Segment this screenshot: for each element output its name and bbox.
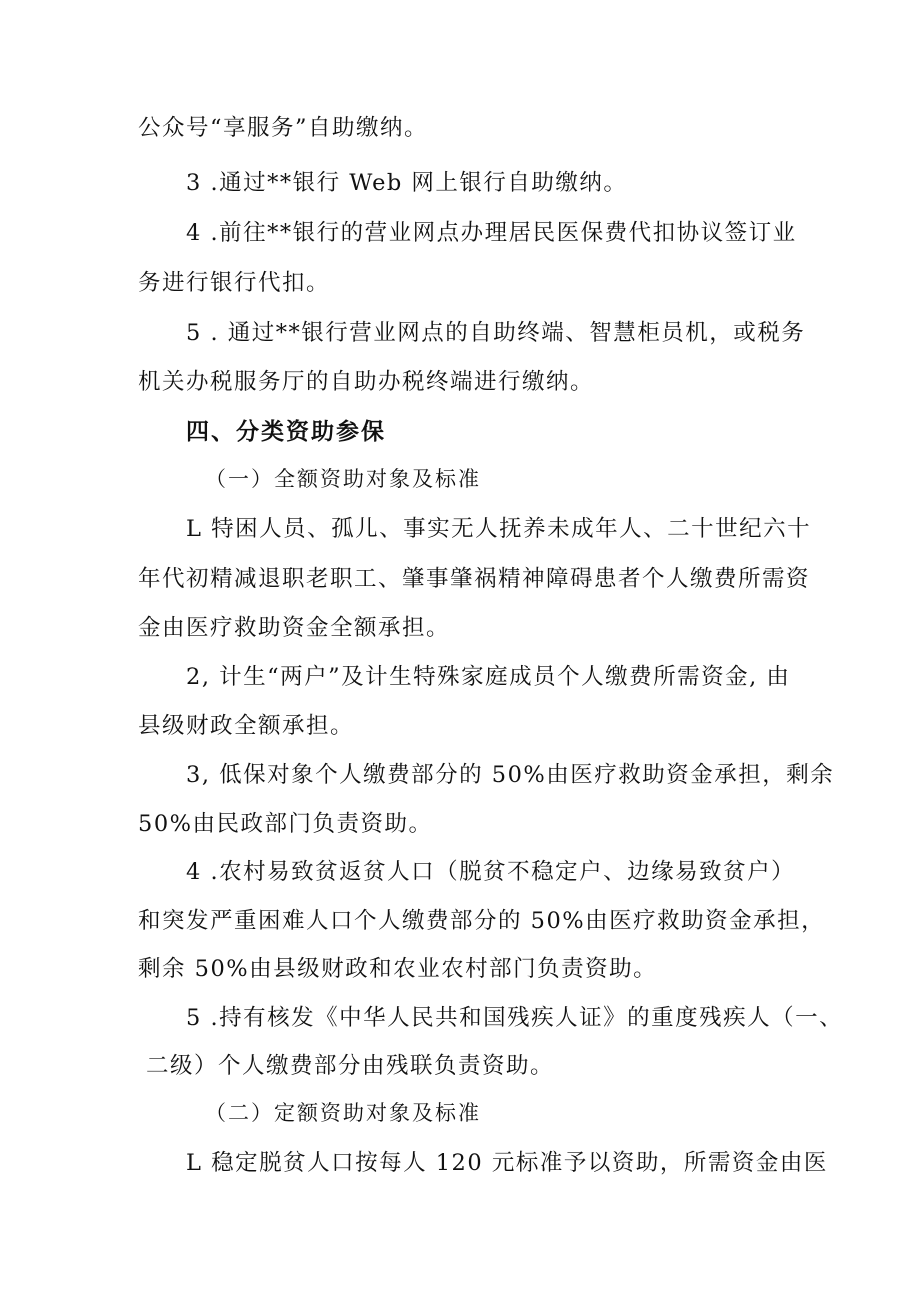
- paragraph-line: 二级）个人缴费部分由残联负责资助。: [146, 1053, 555, 1079]
- paragraph-line: 县级财政全额承担。: [138, 713, 355, 739]
- paragraph-line: L 稳定脱贫人口按每人 120 元标准予以资助，所需资金由医: [186, 1150, 828, 1176]
- paragraph-line: 和突发严重困难人口个人缴费部分的 50%由医疗救助资金承担，: [138, 908, 826, 934]
- paragraph-line: 年代初精减退职老职工、肇事肇祸精神障碍患者个人缴费所需资: [138, 566, 811, 592]
- paragraph-line: 务进行银行代扣。: [138, 270, 331, 296]
- paragraph-line: 5 .持有核发《中华人民共和国残疾人证》的重度残疾人（一、: [186, 1005, 844, 1031]
- paragraph-line: L 特困人员、孤儿、事实无人抚养未成年人、二十世纪六十: [186, 516, 812, 542]
- paragraph-line: 机关办税服务厅的自助办税终端进行缴纳。: [138, 369, 595, 395]
- paragraph-line: 公众号“享服务”自助缴纳。: [138, 115, 429, 141]
- subsection-heading: （二）定额资助对象及标准: [205, 1101, 481, 1125]
- paragraph-line: 3, 低保对象个人缴费部分的 50%由医疗救助资金承担，剩余: [186, 762, 835, 788]
- section-heading: 四、分类资助参保: [186, 418, 386, 445]
- subsection-heading: （一）全额资助对象及标准: [205, 467, 481, 491]
- paragraph-line: 4 .前往**银行的营业网点办理居民医保费代扣协议签订业: [186, 220, 797, 246]
- paragraph-line: 金由医疗救助资金全额承担。: [138, 615, 451, 641]
- paragraph-line: 5 . 通过**银行营业网点的自助终端、智慧柜员机，或税务: [186, 320, 806, 346]
- paragraph-line: 50%由民政部门负责资助。: [138, 811, 433, 837]
- paragraph-line: 4 .农村易致贫返贫人口（脱贫不稳定户、边缘易致贫户）: [186, 859, 796, 885]
- paragraph-line: 3 .通过**银行 Web 网上银行自助缴纳。: [186, 170, 628, 196]
- paragraph-line: 剩余 50%由县级财政和农业农村部门负责资助。: [138, 956, 658, 982]
- paragraph-line: 2, 计生“两户”及计生特殊家庭成员个人缴费所需资金, 由: [186, 664, 791, 690]
